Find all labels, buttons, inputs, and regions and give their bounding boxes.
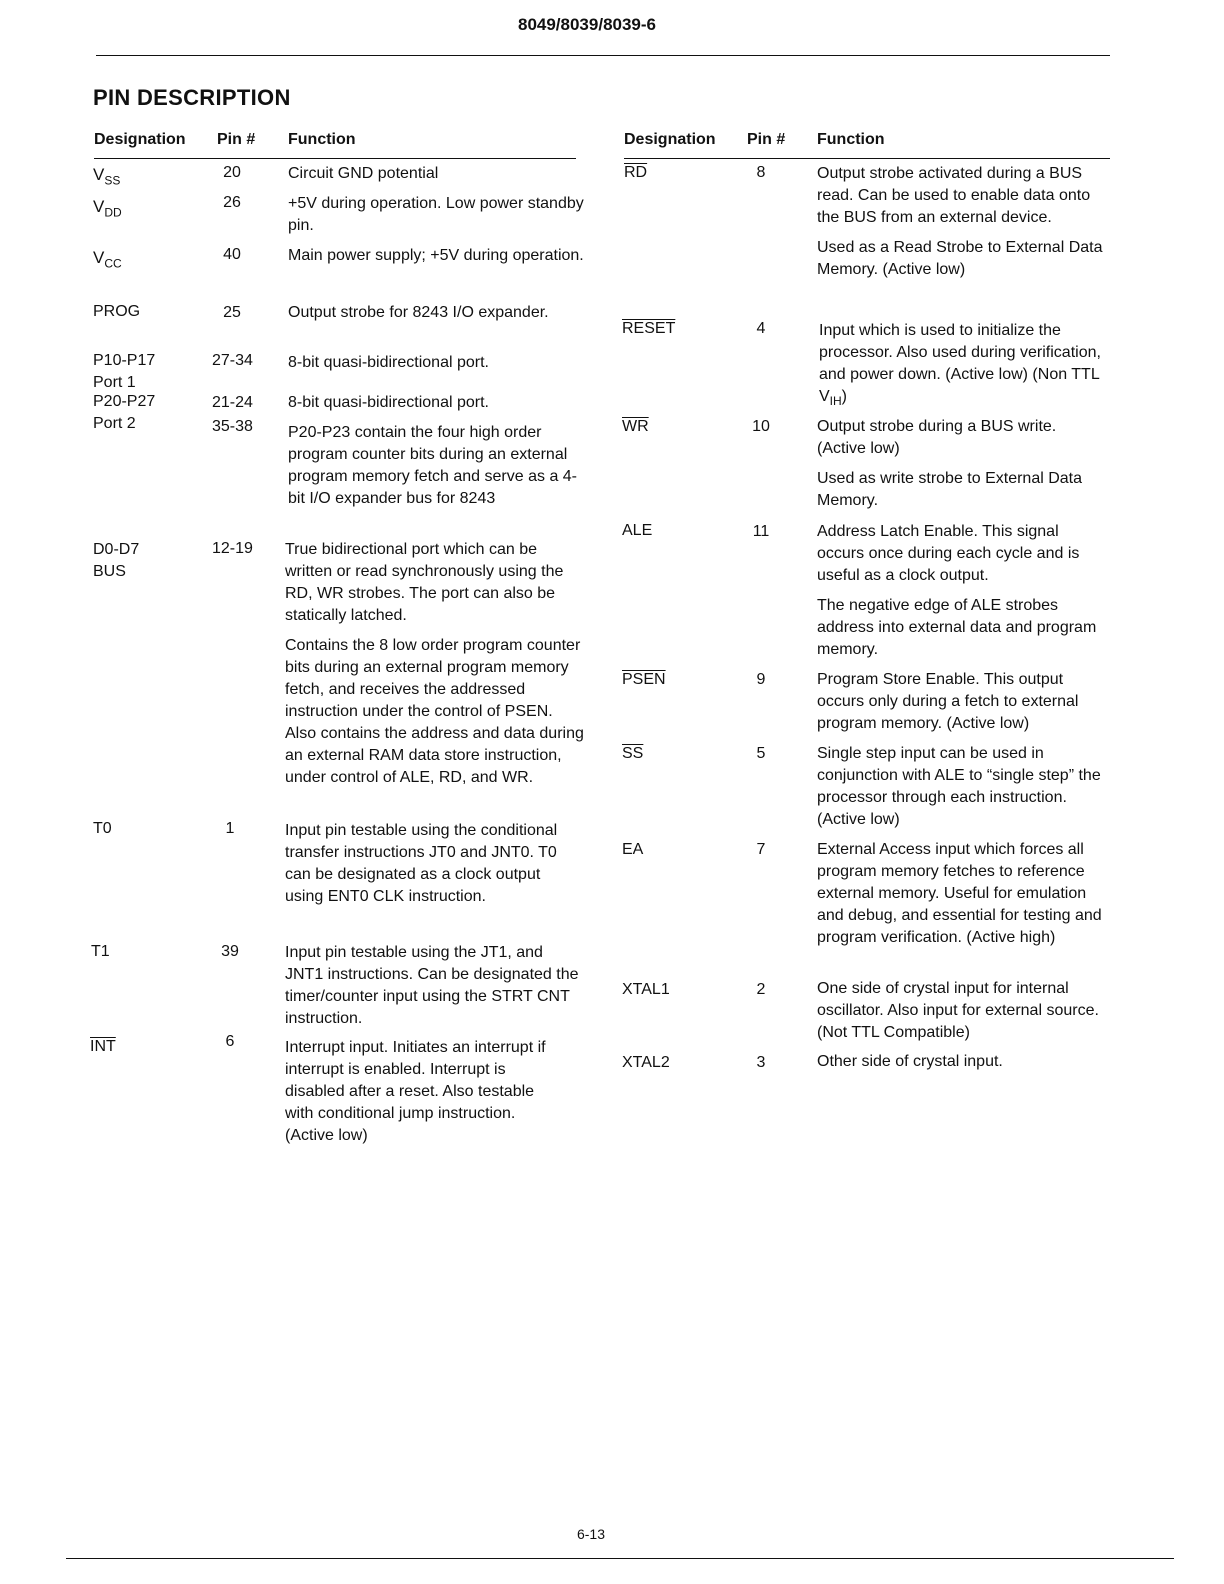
function-d0-d7: True bidirectional port which can be written or read synchronously using the RD, WR strobes. The port can also be statically latched. Contains the 8 low order program counter bits during an external program memory fetch, and receives the addressed instruction under the control of PSEN. Also contains the address and data during an external RAM data store instruction, under control of ALE, RD, and WR.	[285, 541, 584, 786]
function-vss: Circuit GND potential	[288, 165, 439, 182]
pin-psen: 9	[756, 671, 766, 688]
designation-vss: $V_{SS}$	[93, 165, 121, 188]
function-p20-p27: 8-bit quasi-bidirectional port. P20-P23 contain the four high order program counter bits during an external program memory fetch and serve as a 4-bit I/O expander bus for 8243	[288, 394, 578, 507]
pin-p10-p17: 27-34	[212, 352, 253, 369]
right-pin-header: Pin #	[747, 131, 786, 148]
function-reset: Input which is used to initialize the processor. Also used during verification, and power down. (Active low) (Non TTL $V_{IH}$)	[819, 322, 1101, 409]
function-ea: External Access input which forces all program memory fetches to reference external memory. Useful for emulation and debug, and essential for testing and program verification. (Active high)	[817, 841, 1102, 946]
pin-ea: 7	[756, 841, 766, 858]
bottom-rule	[66, 1558, 1174, 1559]
pin-ale: 11	[752, 523, 770, 540]
designation-ea: EA	[622, 841, 644, 858]
designation-reset: RESET	[622, 320, 676, 337]
pin-xtal2: 3	[756, 1054, 766, 1071]
function-ale: Address Latch Enable. This signal occurs once during each cycle and is useful as a clock output. The negative edge of ALE strobes address into external data and program memory.	[817, 523, 1097, 658]
pin-vcc: 40	[223, 246, 241, 263]
top-rule	[96, 55, 1110, 56]
pin-ss: 5	[756, 745, 766, 762]
pin-reset: 4	[756, 320, 766, 337]
designation-prog: PROG	[93, 303, 141, 320]
pin-prog: 25	[223, 304, 241, 321]
pin-vss: 20	[223, 164, 241, 181]
right-designation-header: Designation	[624, 131, 716, 148]
page-header: 8049/8039/8039-6	[517, 15, 657, 34]
designation-t0: T0	[93, 820, 112, 837]
function-xtal1: One side of crystal input for internal oscillator. Also input for external source. (Not TTL Compatible)	[817, 980, 1099, 1041]
pin-d0-d7: 12-19	[212, 540, 253, 557]
pin-p20-p27: 21-24 35-38	[212, 394, 253, 435]
designation-ss: $\overline{SS}$	[622, 745, 644, 762]
pin-int: 6	[225, 1033, 235, 1050]
pin-t0: 1	[225, 820, 235, 837]
pin-xtal1: 2	[756, 981, 766, 998]
designation-p10-p17: P10-P17 Port 1	[93, 352, 156, 391]
left-header-rule	[94, 158, 576, 159]
designation-ale: ALE	[622, 522, 653, 539]
pin-t1: 39	[221, 943, 239, 960]
designation-p20-p27: P20-P27 Port 2	[93, 393, 156, 432]
function-ss: Single step input can be used in conjunction with ALE to “single step” the processor through each instruction. (Active low)	[817, 745, 1101, 828]
pin-wr: 10	[752, 418, 770, 435]
designation-psen: PSEN	[622, 671, 666, 688]
function-rd: Output strobe activated during a BUS read. Can be used to enable data onto the BUS from an external device. Used as a Read Strobe to External Data Memory. (Active low)	[817, 165, 1103, 278]
designation-vdd: $V_{DD}$	[93, 197, 122, 220]
function-prog: Output strobe for 8243 I/O expander.	[288, 304, 549, 321]
right-function-header: Function	[817, 131, 885, 148]
function-wr: Output strobe during a BUS write. (Active low) Used as write strobe to External Data Memory.	[817, 418, 1083, 509]
designation-t1: T1	[91, 943, 110, 960]
designation-int: $\overline{INT}$	[90, 1038, 116, 1055]
function-p10-p17: 8-bit quasi-bidirectional port.	[288, 354, 489, 371]
function-t1: Input pin testable using the JT1, and JNT1 instructions. Can be designated the timer/counter input using the STRT CNT instruction.	[285, 944, 579, 1027]
designation-vcc: $V_{CC}$	[93, 248, 122, 271]
designation-wr: $\overline{WR}$	[622, 418, 649, 435]
designation-xtal2: XTAL2	[622, 1054, 670, 1071]
designation-d0-d7: D0-D7 BUS	[93, 541, 140, 580]
left-function-header: Function	[288, 131, 356, 148]
right-header-rule	[624, 158, 1110, 159]
designation-rd: $\overline{RD}$	[624, 164, 648, 181]
pin-vdd: 26	[223, 194, 241, 211]
function-psen: Program Store Enable. This output occurs only during a fetch to external program memory. (Active low)	[817, 671, 1079, 732]
section-title: PIN DESCRIPTION	[93, 85, 291, 110]
left-pin-header: Pin #	[217, 131, 256, 148]
page-number: 6-13	[576, 1526, 606, 1542]
pin-rd: 8	[756, 164, 766, 181]
function-xtal2: Other side of crystal input.	[817, 1053, 1003, 1070]
function-vdd: +5V during operation. Low power standby pin.	[288, 195, 584, 234]
function-t0: Input pin testable using the conditional transfer instructions JT0 and JNT0. T0 can be designated as a clock output using ENT0 CLK instruction.	[285, 822, 558, 905]
designation-xtal1: XTAL1	[622, 981, 670, 998]
left-designation-header: Designation	[94, 131, 186, 148]
function-int: Interrupt input. Initiates an interrupt if interrupt is enabled. Interrupt is disabled after a reset. Also testable with conditional jump instruction. (Active low)	[285, 1039, 546, 1144]
function-vcc: Main power supply; +5V during operation.	[288, 247, 584, 264]
